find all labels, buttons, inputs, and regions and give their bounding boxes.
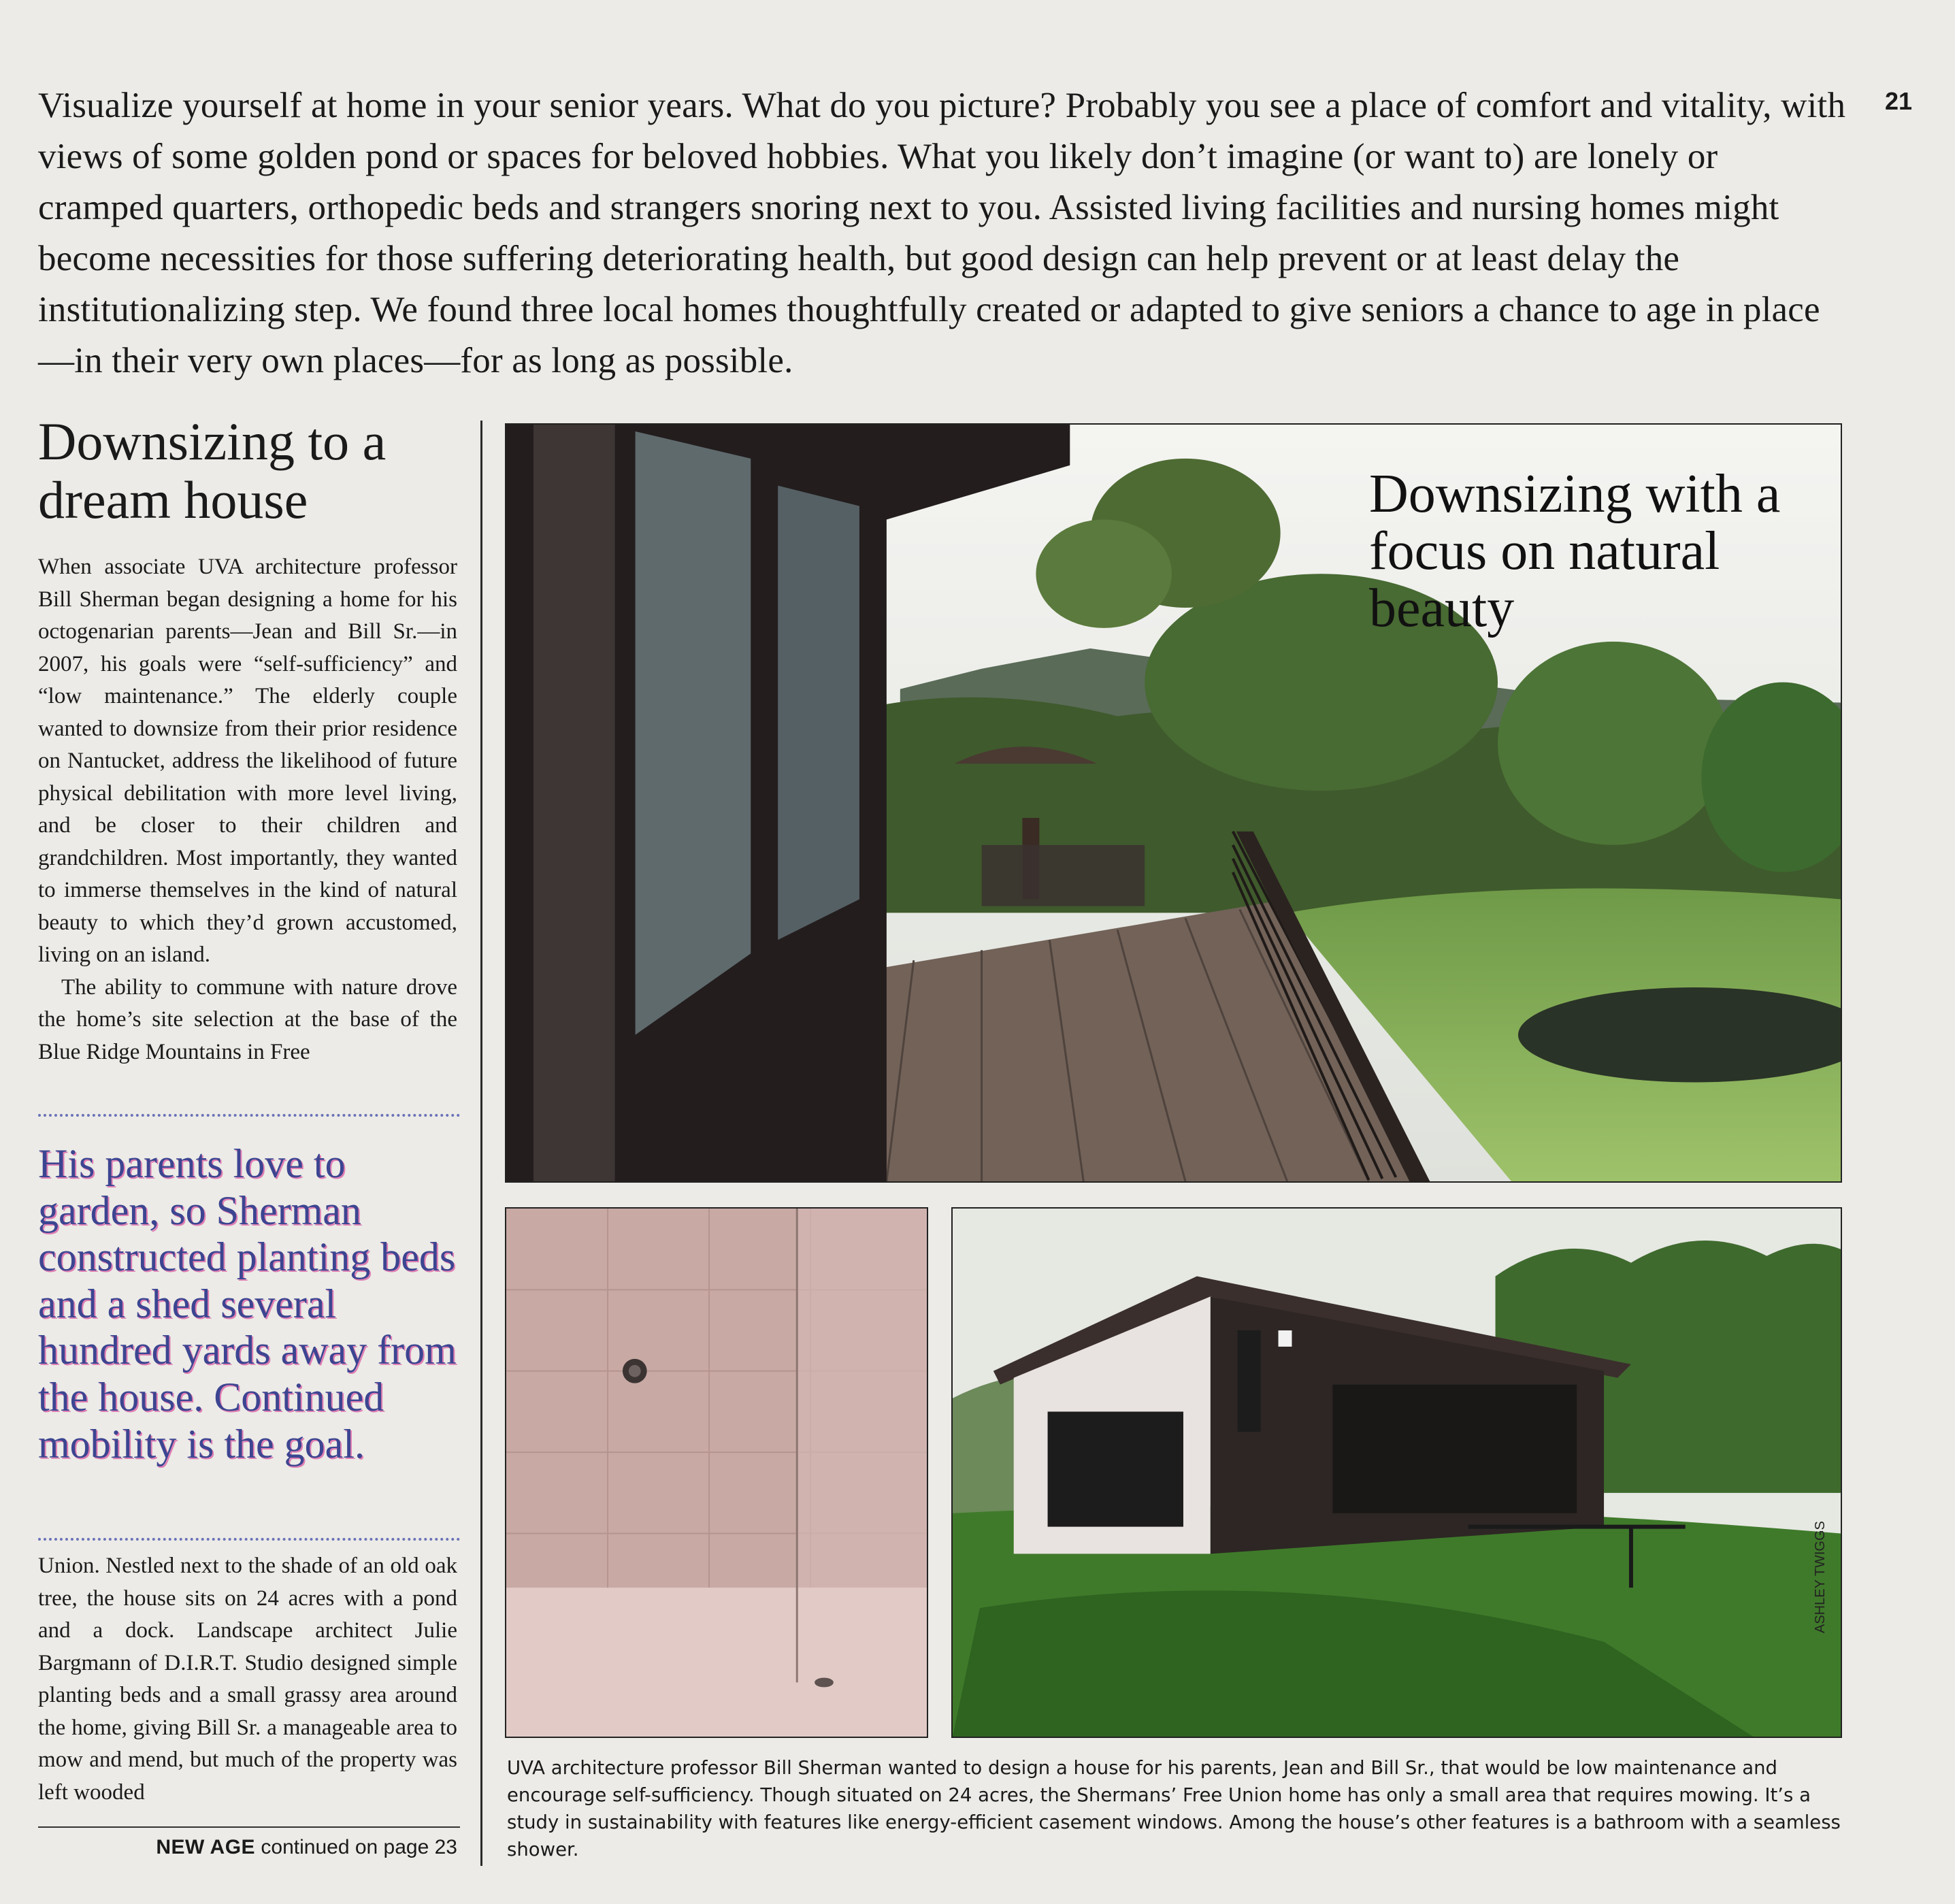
pullquote: His parents love to garden, so Sherman constructed planting beds and a shed several hundred yards away from the house. Continued mobility is the goal. bbox=[38, 1141, 457, 1466]
photo-caption: UVA architecture professor Bill Sherman wanted to design a house for his parents, Jean and Bill Sr., that would be low maintenance and encourage self-sufficiency. Though situated on 24 acres, the Shermans’ Free Union home has only a small area that requires mowing. It’s a study in sustainability with features like energy-efficient casement windows. Among the house’s other features is a bathroom with a seamless shower. bbox=[507, 1757, 1841, 1860]
photo-headline: Downsizing with a focus on natural beauty bbox=[1369, 464, 1781, 638]
photo-credit: ASHLEY TWIGGS bbox=[1813, 1521, 1828, 1633]
continued-page-ref: continued on page 23 bbox=[255, 1836, 457, 1858]
pullquote-bottom-rule bbox=[38, 1538, 460, 1541]
shower-photo bbox=[505, 1207, 928, 1738]
article-body-part-1 bbox=[38, 551, 457, 1068]
page-number: 21 bbox=[1885, 87, 1913, 115]
article-paragraph-3: Union. Nestled next to the shade of an old oak tree, the house sits on 24 acres with a pond and a dock. Landscape architect Julie Bargmann of D.I.R.T. Studio designed simple planting beds and a small grassy area around the home, giving Bill Sr. a manageable area to mow and mend, but much of the property was left wooded bbox=[38, 1554, 457, 1805]
house-exterior-photo-image bbox=[953, 1209, 1841, 1737]
continued-section-name: NEW AGE bbox=[156, 1836, 256, 1858]
article-headline: Downsizing to a dream house bbox=[38, 412, 387, 529]
intro-paragraph: Visualize yourself at home in your senior years. What do you picture? Probably you see a place of comfort and vitality, with views of some golden pond or spaces for beloved hobbies. What you likely don’t imagine (or want to) are lonely or cramped quarters, orthopedic beds and strangers snoring next to you. Assisted living facilities and nursing homes might become necessities for those suffering deteriorating health, but good design can help prevent or at least delay the institutionalizing step. We found three local homes thoughtfully created or adapted to give seniors a chance to age in place—in their very own places—for as long as possible. bbox=[38, 86, 1846, 380]
shower-photo-image bbox=[506, 1209, 927, 1737]
continued-rule bbox=[38, 1826, 460, 1828]
article-paragraph-1: When associate UVA architecture professor Bill Sherman began designing a home for his octogenarian parents—Jean and Bill Sr.—in 2007, his goals were “self-sufficiency” and “low maintenance.” The elderly couple wanted to downsize from their prior residence on Nantucket, address the likelihood of future physical debilitation with more level living, and be closer to their children and grandchildren. Most importantly, they wanted to immerse themselves in the kind of natural beauty to which they’d grown accustomed, living on an island. bbox=[38, 555, 457, 967]
house-exterior-photo bbox=[951, 1207, 1842, 1738]
column-divider bbox=[480, 421, 482, 1866]
pullquote-top-rule bbox=[38, 1114, 460, 1117]
continued-line bbox=[38, 1836, 457, 1859]
article-paragraph-2: The ability to commune with nature drove the home’s site selection at the base of the Blue Ridge Mountains in Free bbox=[38, 974, 457, 1064]
